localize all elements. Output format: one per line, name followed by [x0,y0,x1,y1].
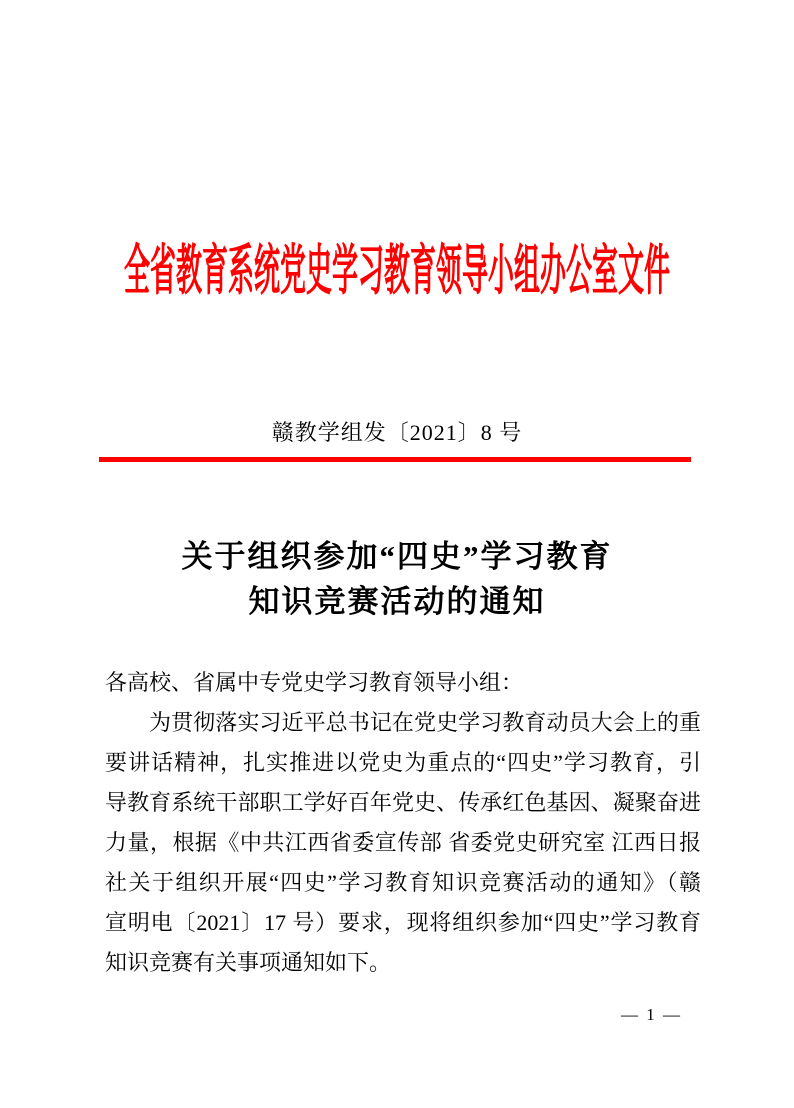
document-body [105,663,701,983]
paragraph-line: 为贯彻落实习近平总书记在党史学习教育动员大会上的重 [149,710,701,735]
document-title-line2: 知识竞赛活动的通知 [248,584,546,619]
document-number: 赣教学组发〔2021〕8 号 [271,420,523,445]
paragraph-line: 社关于组织开展“四史”学习教育知识竞赛活动的通知》（赣 [105,870,701,895]
document-title [0,534,794,624]
document-title-line1: 关于组织参加“四史”学习教育 [181,539,613,574]
paragraph-line: 力量，根据《中共江西省委宣传部 省委党史研究室 江西日报 [105,830,701,855]
salutation-line: 各高校、省属中专党史学习教育领导小组： [105,670,524,695]
red-divider-line [99,457,691,462]
paragraph-line: 导教育系统干部职工学好百年党史、传承红色基因、凝聚奋进 [105,790,701,815]
red-header-org-title: 全省教育系统党史学习教育领导小组办公室文件 [123,240,670,302]
paragraph-line: 宣明电〔2021〕17 号）要求，现将组织参加“四史”学习教育 [105,910,701,935]
paragraph-line: 要讲话精神，扎实推进以党史为重点的“四史”学习教育，引 [105,750,701,775]
paragraph-line: 知识竞赛有关事项通知如下。 [105,950,392,975]
page-number: — 1 — [621,1005,682,1024]
